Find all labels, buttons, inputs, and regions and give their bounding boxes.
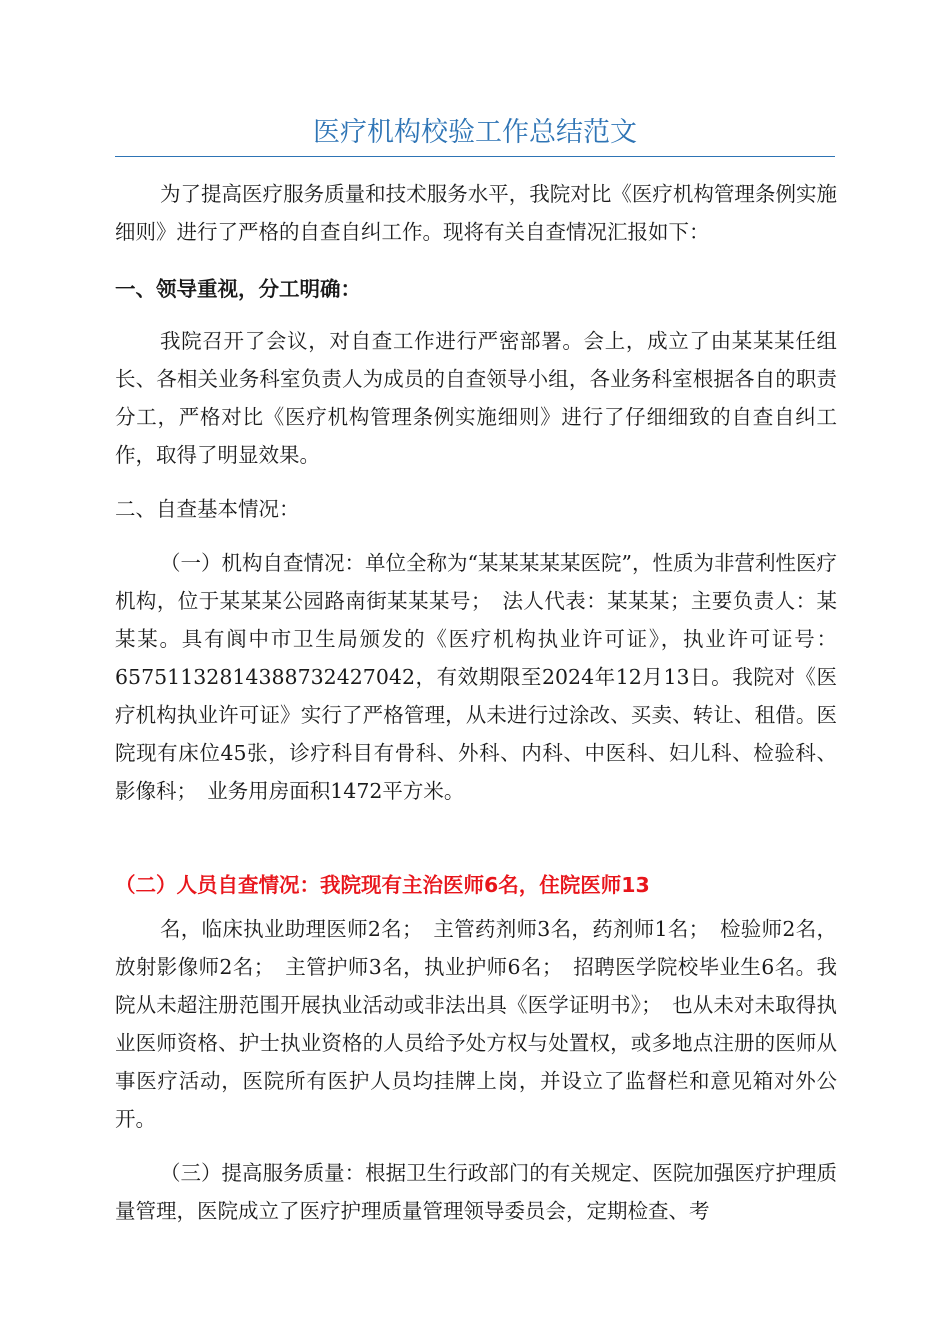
subsection1-paragraph: （一）机构自查情况：单位全称为“某某某某某医院”，性质为非营利性医疗机构，位于某某某公园路南街某某某号； 法人代表：某某某；主要负责人：某某某。具有阆中市卫生局颁发的《医疗机构执业许可证》，执业许可证号：6575113281438873242​7042，有效期限至2024年12月13日。我院对《医疗机构执业许可证》实行了严格管理，从未进行过涂改、买卖、转让、租借。医院现有床位45张，诊疗科目有骨科、外科、内科、中医科、妇儿科、检验科、影像科； 业务用房面积1472平方米。	[115, 551, 837, 803]
section1-heading: 一、领导重视，分工明确：	[115, 277, 361, 301]
document-title: 医疗机构校验工作总结范文	[115, 110, 835, 157]
subsection3-paragraph: （三）提高服务质量：根据卫生行政部门的有关规定、医院加强医疗护理质量管理，医院成立了医疗护理质量管理领导委员会，定期检查、考	[115, 1161, 837, 1223]
section1-paragraph: 我院召开了会议，对自查工作进行严密部署。会上，成立了由某某某任组长、各相关业务科室负责人为成员的自查领导小组，各业务科室根据各自的职责分工，严格对比《医疗机构管理条例实施细则》进行了仔细细致的自查自纠工作，取得了明显效果。	[115, 329, 837, 467]
section2-heading: 二、自查基本情况：	[115, 497, 300, 521]
subsection2-paragraph: 名，临床执业助理医师2名； 主管药剂师3名，药剂师1名； 检验师2名，放射影像师2名； 主管护师3名，执业护师6名； 招聘医学院校毕业生6名。我院从未超注册范围开展执业活动或非法出具《医学证明书》； 也从未对未取得执业医师资格、护士执业资格的人员给予处方权与处置权，或多地点注册的医师从事医疗活动，医院所有医护人员均挂牌上岗，并设立了监督栏和意见箱对外公开。	[115, 917, 837, 1131]
subsection2-heading: （二）人员自查情况：我院现有主治医师6名，住院医师13	[115, 873, 650, 897]
intro-paragraph: 为了提高医疗服务质量和技术服务水平，我院对比《医疗机构管理条例实施细则》进行了严格的自查自纠工作。现将有关自查情况汇报如下：	[115, 182, 837, 244]
